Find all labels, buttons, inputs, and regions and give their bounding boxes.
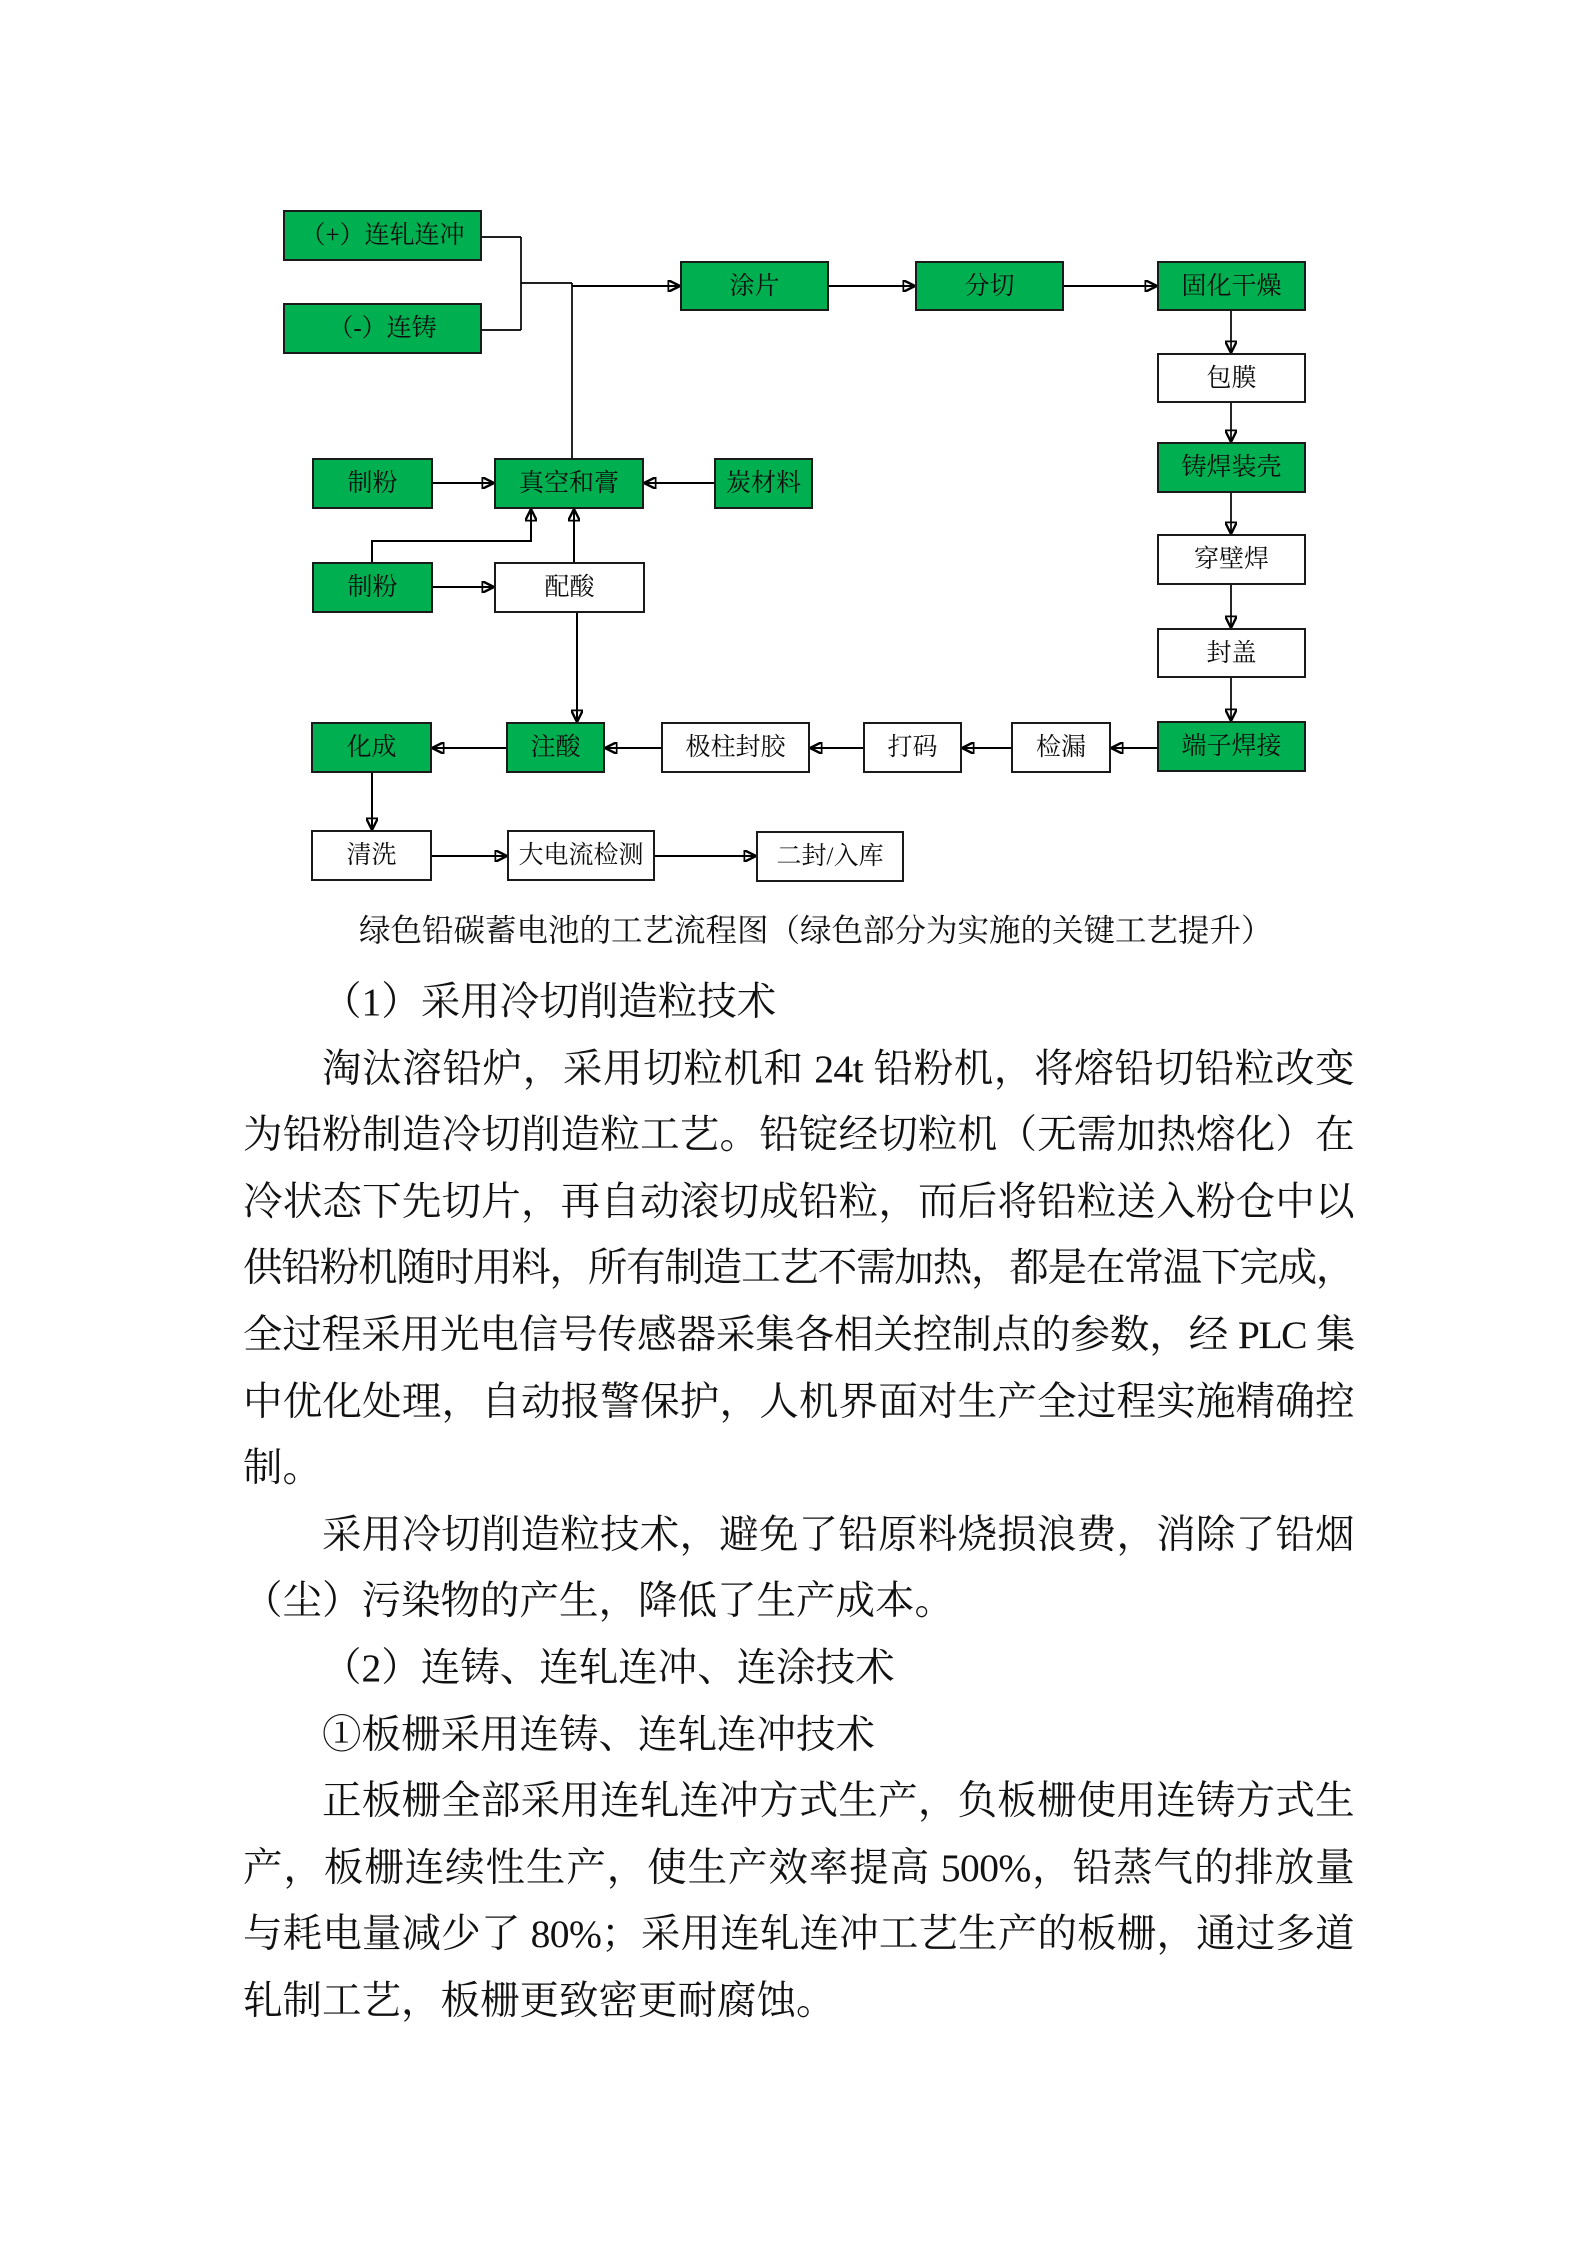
body-text: [243, 969, 1354, 2035]
node-label: 制粉: [347, 470, 398, 497]
paragraph-line: 供铅粉机随时用料，所有制造工艺不需加热，都是在常温下完成，: [243, 1246, 1354, 1291]
figure-caption: 绿色铅碳蓄电池的工艺流程图（绿色部分为实施的关键工艺提升）: [359, 913, 1273, 948]
node-powder-making-1: [312, 458, 433, 509]
paragraph-line: 产，板栅连续性生产，使生产效率提高 500%，铅蒸气的排放量: [243, 1845, 1354, 1890]
paragraph-line: 制。: [243, 1446, 322, 1491]
node-label: 注酸: [530, 734, 581, 761]
node-label: 炭材料: [725, 470, 801, 497]
node-wrapping: [1157, 353, 1306, 403]
node-label: 清洗: [346, 842, 397, 869]
node-carbon-material: [714, 458, 813, 509]
paragraph-line: 为铅粉制造冷切削造粒工艺。铅锭经切粒机（无需加热熔化）在: [243, 1113, 1354, 1158]
node-label: 极柱封胶: [685, 734, 786, 761]
node-slitting: [915, 261, 1064, 311]
node-marking: [863, 722, 962, 773]
paragraph-line: 淘汰溶铅炉，采用切粒机和 24t 铅粉机，将熔铅切铅粒改变: [322, 1046, 1354, 1091]
process-flow-diagram: [0, 0, 1587, 900]
node-plus-grid-rolling-punching: [283, 210, 482, 261]
node-label: 二封/入库: [776, 843, 884, 870]
paragraph-line: 与耗电量减少了 80%；采用连轧连冲工艺生产的板栅，通过多道: [243, 1912, 1354, 1957]
arrow-powder2-to-vacuum-paste: [372, 509, 531, 562]
node-label: 大电流检测: [518, 842, 644, 869]
paragraph-line: 全过程采用光电信号传感器采集各相关控制点的参数，经 PLC 集: [243, 1312, 1354, 1357]
paragraph-line: 采用冷切削造粒技术，避免了铅原料烧损浪费，消除了铅烟: [322, 1512, 1354, 1557]
node-leak-test: [1011, 722, 1111, 773]
node-label: 分切: [964, 272, 1015, 300]
node-label: （-）连铸: [328, 315, 437, 342]
node-cleaning: [311, 830, 432, 881]
node-label: 包膜: [1206, 364, 1257, 392]
node-acid-filling: [506, 722, 605, 773]
node-high-current-test: [507, 830, 655, 881]
paragraph-line: 冷状态下先切片，再自动滚切成铅粒，而后将铅粒送入粉仓中以: [243, 1179, 1354, 1224]
node-label: 真空和膏: [518, 470, 619, 497]
subsection-heading: ①板栅采用连铸、连轧连冲技术: [322, 1712, 875, 1757]
node-post-sealing: [661, 722, 810, 773]
node-powder-making-2: [312, 562, 433, 613]
paragraph-line: 轧制工艺，板栅更致密更耐腐蚀。: [243, 1978, 836, 2023]
paragraph-line: （尘）污染物的产生，降低了生产成本。: [243, 1579, 954, 1624]
node-label: 化成: [346, 734, 397, 761]
node-minus-grid-casting: [283, 303, 482, 354]
node-label: 打码: [887, 734, 938, 761]
node-final-seal-storage: [756, 831, 904, 882]
node-pasting: [680, 261, 829, 311]
node-label: （+）连轧连冲: [300, 222, 465, 249]
node-label: 配酸: [544, 574, 595, 601]
node-terminal-welding: [1157, 721, 1306, 772]
node-lid-sealing: [1157, 628, 1306, 678]
node-label: 制粉: [347, 574, 398, 601]
node-label: 穿壁焊: [1193, 546, 1269, 573]
node-acid-mixing: [494, 562, 645, 613]
node-label: 检漏: [1035, 734, 1086, 761]
node-vacuum-paste-mixing: [494, 458, 644, 509]
section-heading: （2）连铸、连轧连冲、连涂技术: [322, 1645, 895, 1690]
paragraph-line: 中优化处理，自动报警保护，人机界面对生产全过程实施精确控: [243, 1379, 1354, 1424]
paragraph-line: 正板栅全部采用连轧连冲方式生产，负板栅使用连铸方式生: [322, 1779, 1354, 1824]
node-label: 封盖: [1206, 639, 1257, 667]
section-heading: （1）采用冷切削造粒技术: [322, 980, 777, 1024]
node-label: 铸焊装壳: [1181, 454, 1282, 481]
node-curing-drying: [1157, 261, 1306, 311]
node-formation: [311, 722, 432, 773]
node-label: 固化干燥: [1181, 272, 1282, 300]
node-label: 涂片: [729, 272, 780, 300]
node-cast-on-strap: [1157, 442, 1306, 493]
node-through-wall-welding: [1157, 534, 1306, 585]
node-label: 端子焊接: [1181, 733, 1282, 760]
